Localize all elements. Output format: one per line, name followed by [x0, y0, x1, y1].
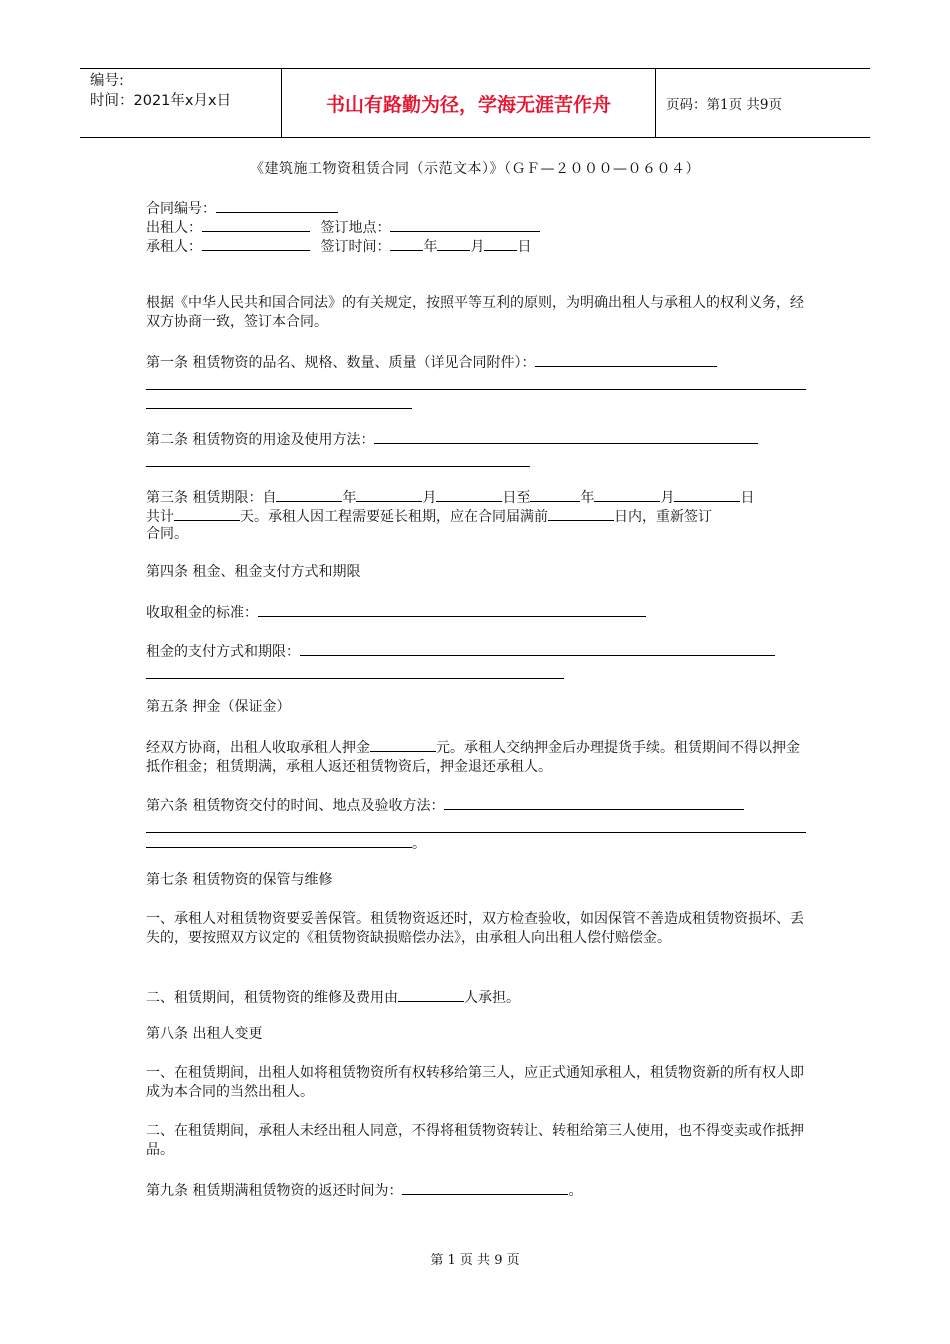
article-9-period: 。	[568, 1183, 583, 1199]
article-3-start-day-blank[interactable]	[436, 487, 502, 502]
article-5-text	[146, 737, 806, 777]
article-3-end-year-blank[interactable]	[530, 487, 580, 502]
article-7: 第七条 租赁物资的保管与维修	[146, 872, 333, 888]
article-2-blank[interactable]	[374, 429, 758, 444]
article-7-clause-2-a: 二、租赁期间，租赁物资的维修及费用由	[146, 990, 398, 1006]
article-3-from: 第三条 租赁期限：自	[146, 490, 277, 506]
article-3-end-day-blank[interactable]	[674, 487, 740, 502]
article-8: 第八条 出租人变更	[146, 1026, 263, 1042]
article-8-clause-1: 一、在租赁期间，出租人如将租赁物资所有权转移给第三人，应正式通知承租人，租赁物资新的所有权人即成为本合同的当然出租人。	[146, 1065, 804, 1100]
article-3-year-unit: 年	[342, 490, 357, 506]
article-3-end-month-blank[interactable]	[594, 487, 660, 502]
article-2-text: 第二条 租赁物资的用途及使用方法：	[146, 432, 375, 448]
sign-month-blank[interactable]	[437, 236, 470, 251]
header-page-info	[664, 69, 870, 137]
article-4-standard-blank[interactable]	[258, 602, 646, 617]
article-6-blank-line-2[interactable]	[146, 814, 806, 833]
article-3	[146, 487, 806, 508]
article-9	[146, 1180, 806, 1201]
article-3-end-day-unit: 日	[740, 490, 755, 506]
lessor-label: 出租人：	[146, 220, 202, 236]
article-5-deposit-blank[interactable]	[370, 737, 436, 752]
article-1-blank-line-3[interactable]	[146, 390, 806, 409]
article-3-start-year-blank[interactable]	[276, 487, 342, 502]
article-8-clause-2: 二、在租赁期间，承租人未经出租人同意，不得将租赁物资转让、转租给第三人使用，也不得变卖或作抵押品。	[146, 1123, 804, 1158]
lessor-line	[146, 217, 806, 238]
article-4-payment-label: 租金的支付方式和期限：	[146, 644, 300, 660]
preamble: 根据《中华人民共和国合同法》的有关规定，按照平等互利的原则，为明确出租人与承租人的权利义务，经双方协商一致，签订本合同。	[146, 295, 804, 330]
contract-number-line	[146, 198, 806, 219]
article-9-blank[interactable]	[402, 1180, 568, 1195]
lessee-line	[146, 236, 806, 257]
contract-number-label: 合同编号：	[146, 201, 216, 217]
article-1-blank-line-2[interactable]	[146, 371, 806, 390]
lessor-blank[interactable]	[202, 217, 310, 232]
article-4-standard	[146, 602, 806, 623]
page-info-text: 页码：第1页 共9页	[666, 97, 782, 113]
article-5: 第五条 押金（保证金）	[146, 699, 291, 715]
article-4-payment	[146, 641, 806, 662]
page-header	[80, 68, 870, 138]
article-3-month-unit: 月	[422, 490, 437, 506]
article-4-payment-blank[interactable]	[300, 641, 775, 656]
article-1	[146, 352, 806, 373]
article-5-text-b: 元。承租人交纳押金后办理提货手续。租赁期间不得以押金抵作租金；租赁期满，承租人返还租赁物资后，押金退还承租人。	[146, 740, 800, 775]
article-7-clause-2	[146, 987, 806, 1008]
article-2-blank-line-2[interactable]	[146, 448, 806, 467]
article-6-period: 。	[412, 836, 426, 852]
article-3-rest2: 日内，重新签订	[614, 509, 712, 525]
article-6-blank[interactable]	[444, 795, 744, 810]
article-4-standard-label: 收取租金的标准：	[146, 605, 258, 621]
article-3-end-month-unit: 月	[660, 490, 675, 506]
article-3-line-3: 合同。	[146, 526, 188, 542]
lessee-blank[interactable]	[202, 236, 310, 251]
article-7-party-blank[interactable]	[398, 987, 464, 1002]
article-3-start-month-blank[interactable]	[356, 487, 422, 502]
article-6-line-3	[146, 833, 806, 854]
article-6-blank-line-3[interactable]	[146, 833, 412, 848]
sign-time-label: 签订时间：	[320, 239, 391, 255]
contract-title: 《建筑施工物资租赁合同（示范文本）》（ＧＦ—２０００—０６０４）	[250, 161, 700, 177]
contract-number-blank[interactable]	[216, 198, 338, 213]
article-9-text: 第九条 租赁期满租赁物资的返还时间为：	[146, 1183, 403, 1199]
article-3-total: 共计	[146, 509, 174, 525]
sign-place-blank[interactable]	[390, 217, 540, 232]
article-3-days-blank[interactable]	[174, 506, 240, 521]
article-3-rest: 天。承租人因工程需要延长租期，应在合同届满前	[240, 509, 548, 525]
document-time: 时间：2021年x月x日	[90, 93, 232, 109]
header-meta	[80, 69, 282, 137]
article-7-clause-1: 一、承租人对租赁物资要妥善保管。租赁物资返还时，双方检查验收，如因保管不善造成租赁物资损坏、丢失的，要按照双方议定的《租赁物资缺损赔偿办法》，由承租人向出租人偿付赔偿金。	[146, 911, 804, 946]
article-1-blank[interactable]	[535, 352, 717, 367]
lessee-label: 承租人：	[146, 239, 202, 255]
article-2	[146, 429, 806, 450]
article-5-text-a: 经双方协商，出租人收取承租人押金	[146, 740, 370, 756]
article-1-text: 第一条 租赁物资的品名、规格、数量、质量（详见合同附件）：	[146, 355, 536, 371]
article-3-notice-blank[interactable]	[548, 506, 614, 521]
sign-year-blank[interactable]	[390, 236, 423, 251]
article-6	[146, 795, 806, 816]
header-motto: 书山有路勤为径，学海无涯苦作舟	[282, 69, 656, 137]
article-3-end-year-unit: 年	[580, 490, 595, 506]
article-3-line-2	[146, 506, 806, 527]
sign-month-unit: 月	[470, 239, 485, 255]
document-number: 编号:	[90, 73, 124, 89]
page-footer: 第 1 页 共 9 页	[430, 1253, 520, 1268]
sign-year-unit: 年	[423, 239, 438, 255]
sign-place-label: 签订地点：	[320, 220, 391, 236]
article-4: 第四条 租金、租金支付方式和期限	[146, 564, 361, 580]
article-3-day-to: 日至	[502, 490, 531, 506]
sign-day-blank[interactable]	[484, 236, 517, 251]
sign-day-unit: 日	[517, 239, 532, 255]
article-7-clause-2-b: 人承担。	[464, 990, 520, 1006]
article-6-text: 第六条 租赁物资交付的时间、地点及验收方法：	[146, 798, 445, 814]
article-4-payment-blank-line-2[interactable]	[146, 660, 806, 679]
